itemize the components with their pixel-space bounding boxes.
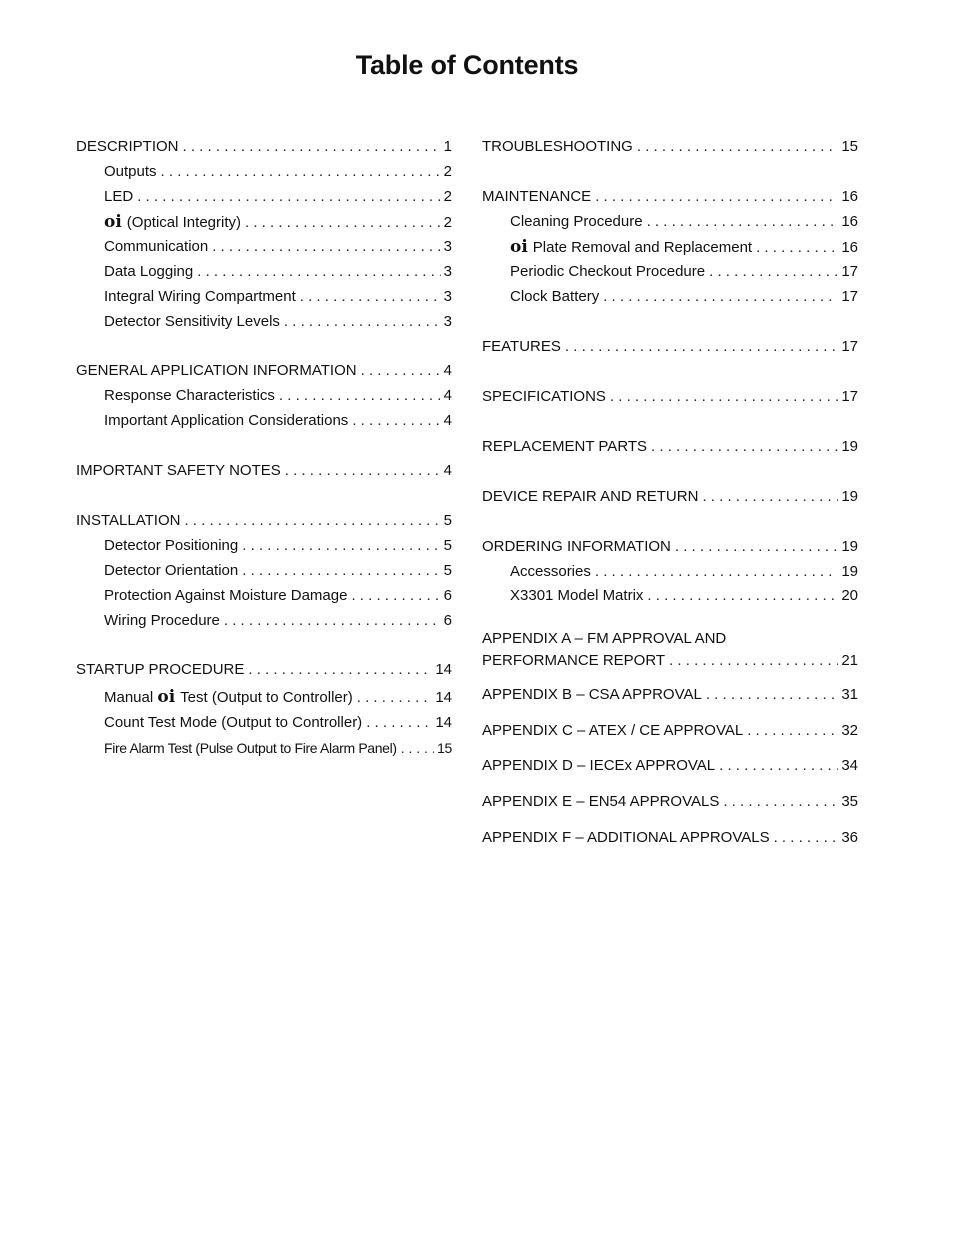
toc-page: 15 <box>841 138 858 155</box>
toc-label: APPENDIX C – ATEX / CE APPROVAL <box>482 722 744 739</box>
dot-leader <box>647 585 838 607</box>
toc-page: 4 <box>443 412 452 429</box>
toc-entry-outputs[interactable] <box>104 161 452 183</box>
toc-label: (Optical Integrity) <box>126 214 241 231</box>
toc-entry-data-logging[interactable] <box>104 261 452 283</box>
toc-page: 34 <box>841 757 858 774</box>
toc-label: Count Test Mode (Output to Controller) <box>104 714 363 731</box>
toc-label: Detector Orientation <box>104 562 239 579</box>
toc-entry-troubleshooting[interactable] <box>482 136 858 158</box>
toc-entry-wiring-procedure[interactable] <box>104 610 452 632</box>
toc-page: 32 <box>841 722 858 739</box>
toc-entry-manual-oi-test[interactable] <box>104 686 452 708</box>
dot-leader <box>366 712 432 734</box>
toc-page: 19 <box>841 538 858 555</box>
toc-label: APPENDIX B – CSA APPROVAL <box>482 686 702 703</box>
toc-entry-detector-orientation[interactable] <box>104 560 452 582</box>
toc-entry-accessories[interactable] <box>510 561 858 583</box>
toc-label: Integral Wiring Compartment <box>104 288 296 305</box>
dot-leader <box>401 737 434 759</box>
toc-label: MAINTENANCE <box>482 188 592 205</box>
toc-page: 16 <box>841 239 858 256</box>
toc-page: 4 <box>443 387 452 404</box>
toc-entry-general-application[interactable] <box>76 360 452 382</box>
toc-label: Data Logging <box>104 263 194 280</box>
toc-page: 14 <box>435 714 452 731</box>
toc-page: 3 <box>443 238 452 255</box>
toc-entry-model-matrix[interactable] <box>510 585 858 607</box>
dot-leader <box>647 211 839 233</box>
toc-label: TROUBLESHOOTING <box>482 138 633 155</box>
dot-leader <box>137 186 440 208</box>
toc-label: Cleaning Procedure <box>510 213 643 230</box>
toc-page: 3 <box>443 288 452 305</box>
toc-entry-features[interactable] <box>482 336 858 358</box>
dot-leader <box>248 659 432 681</box>
dot-leader <box>242 535 440 557</box>
toc-entry-maintenance[interactable] <box>482 186 858 208</box>
toc-label: GENERAL APPLICATION INFORMATION <box>76 362 357 379</box>
toc-label: Detector Sensitivity Levels <box>104 313 280 330</box>
toc-entry-clock-battery[interactable] <box>510 286 858 308</box>
toc-label: Accessories <box>510 563 591 580</box>
dot-leader <box>595 561 838 583</box>
dot-leader <box>747 720 838 742</box>
dot-leader <box>352 410 440 432</box>
toc-page: 17 <box>841 388 858 405</box>
dot-leader <box>284 311 441 333</box>
dot-leader <box>610 386 838 408</box>
toc-entry-optical-integrity[interactable] <box>104 211 452 233</box>
dot-leader <box>161 161 441 183</box>
toc-page: 2 <box>443 188 452 205</box>
toc-label: APPENDIX F – ADDITIONAL APPROVALS <box>482 829 770 846</box>
toc-entry-safety-notes[interactable] <box>76 460 452 482</box>
toc-label: APPENDIX D – IECEx APPROVAL <box>482 757 716 774</box>
toc-label: LED <box>104 188 134 205</box>
toc-page: 14 <box>435 689 452 706</box>
toc-entry-oi-plate-removal[interactable] <box>510 236 858 258</box>
toc-label: Fire Alarm Test (Pulse Output to Fire Alarm Panel) <box>104 740 397 756</box>
toc-entry-detector-positioning[interactable] <box>104 535 452 557</box>
toc-page: 35 <box>841 793 858 810</box>
toc-label: Protection Against Moisture Damage <box>104 587 348 604</box>
toc-entry-startup-procedure[interactable] <box>76 659 452 681</box>
toc-page: 21 <box>841 652 858 669</box>
toc-label: Outputs <box>104 163 157 180</box>
toc-label: Wiring Procedure <box>104 612 220 629</box>
toc-entry-replacement-parts[interactable] <box>482 436 858 458</box>
dot-leader <box>774 827 839 849</box>
toc-entry-sensitivity-levels[interactable] <box>104 311 452 333</box>
toc-entry-device-repair[interactable] <box>482 486 858 508</box>
toc-label: Plate Removal and Replacement <box>532 239 753 256</box>
dot-leader <box>224 610 441 632</box>
toc-label: Clock Battery <box>510 288 600 305</box>
toc-entry-cleaning-procedure[interactable] <box>510 211 858 233</box>
dot-leader <box>637 136 838 158</box>
toc-entry-appendix-f[interactable] <box>482 827 858 849</box>
toc-label: DEVICE REPAIR AND RETURN <box>482 488 699 505</box>
toc-label: Detector Positioning <box>104 537 239 554</box>
toc-page: 14 <box>435 661 452 678</box>
toc-page: 20 <box>841 587 858 604</box>
dot-leader <box>279 385 441 407</box>
toc-entry-communication[interactable] <box>104 236 452 258</box>
toc-label: FEATURES <box>482 338 561 355</box>
dot-leader <box>183 136 441 158</box>
dot-leader <box>709 261 838 283</box>
toc-label: REPLACEMENT PARTS <box>482 438 648 455</box>
toc-page: 2 <box>443 214 452 231</box>
dot-leader <box>669 650 838 672</box>
toc-page: 5 <box>443 537 452 554</box>
toc-label: ORDERING INFORMATION <box>482 538 671 555</box>
dot-leader <box>675 536 838 558</box>
toc-label: PERFORMANCE REPORT <box>482 652 666 669</box>
toc-label-line1: APPENDIX A – FM APPROVAL AND <box>482 630 727 647</box>
toc-page: 16 <box>841 213 858 230</box>
page-title: Table of Contents <box>355 50 579 80</box>
toc-entry-appendix-c[interactable] <box>482 720 858 742</box>
toc-label: DESCRIPTION <box>76 138 179 155</box>
dot-leader <box>719 755 838 777</box>
toc-page: 5 <box>443 562 452 579</box>
toc-page: 15 <box>437 740 452 756</box>
toc-page: 3 <box>443 263 452 280</box>
dot-leader <box>723 791 838 813</box>
toc-page: 19 <box>841 438 858 455</box>
toc-label-prefix: Manual <box>104 689 154 706</box>
dot-leader <box>595 186 838 208</box>
toc-label: Important Application Considerations <box>104 412 349 429</box>
toc-page: 17 <box>841 263 858 280</box>
dot-leader <box>361 360 441 382</box>
toc-entry-ordering-information[interactable] <box>482 536 858 558</box>
toc-entry-led[interactable] <box>104 186 452 208</box>
toc-label: Periodic Checkout Procedure <box>510 263 706 280</box>
toc-entry-description[interactable] <box>76 136 452 158</box>
toc-entry-appendix-a[interactable] <box>482 628 858 672</box>
toc-label: SPECIFICATIONS <box>482 388 606 405</box>
toc-entry-appendix-e[interactable] <box>482 791 858 813</box>
toc-page: 4 <box>443 462 452 479</box>
toc-page: 3 <box>443 313 452 330</box>
dot-leader <box>184 510 440 532</box>
dot-leader <box>651 436 838 458</box>
toc-page: 2 <box>443 163 452 180</box>
toc-label: Test (Output to Controller) <box>180 689 353 706</box>
toc-label: STARTUP PROCEDURE <box>76 661 245 678</box>
oi-logo-icon: oi <box>157 687 176 707</box>
oi-logo-icon: oi <box>510 237 528 257</box>
dot-leader <box>756 237 838 259</box>
toc-entry-count-test-mode[interactable] <box>104 712 452 734</box>
dot-leader <box>245 212 441 234</box>
toc-page: 4 <box>443 362 452 379</box>
toc-entry-specifications[interactable] <box>482 386 858 408</box>
toc-label: X3301 Model Matrix <box>510 587 644 604</box>
dot-leader <box>603 286 838 308</box>
toc-entry-installation[interactable] <box>76 510 452 532</box>
toc-page: 31 <box>841 686 858 703</box>
dot-leader <box>285 460 441 482</box>
dot-leader <box>300 286 441 308</box>
toc-entry-response-characteristics[interactable] <box>104 385 452 407</box>
toc-page: 1 <box>443 138 452 155</box>
toc-page: 36 <box>841 829 858 846</box>
toc-label: Response Characteristics <box>104 387 275 404</box>
dot-leader <box>351 585 440 607</box>
toc-page: 5 <box>443 512 452 529</box>
dot-leader <box>702 486 838 508</box>
dot-leader <box>706 684 838 706</box>
dot-leader <box>197 261 440 283</box>
toc-entry-periodic-checkout[interactable] <box>510 261 858 283</box>
dot-leader <box>242 560 440 582</box>
toc-entry-appendix-d[interactable] <box>482 755 858 777</box>
toc-label: IMPORTANT SAFETY NOTES <box>76 462 281 479</box>
toc-label: INSTALLATION <box>76 512 181 529</box>
toc-entry-appendix-b[interactable] <box>482 684 858 706</box>
toc-page: 19 <box>841 488 858 505</box>
toc-page: 17 <box>841 338 858 355</box>
dot-leader <box>212 236 440 258</box>
toc-page: 17 <box>841 288 858 305</box>
toc-label: Communication <box>104 238 209 255</box>
toc-page: 6 <box>443 612 452 629</box>
toc-entry-moisture-protection[interactable] <box>104 585 452 607</box>
toc-page: 6 <box>443 587 452 604</box>
toc-entry-application-considerations[interactable] <box>104 410 452 432</box>
toc-page: 19 <box>841 563 858 580</box>
dot-leader <box>357 687 433 709</box>
toc-page: 16 <box>841 188 858 205</box>
oi-logo-icon: oi <box>104 212 122 232</box>
toc-label: APPENDIX E – EN54 APPROVALS <box>482 793 720 810</box>
toc-entry-fire-alarm-test[interactable] <box>104 737 452 759</box>
dot-leader <box>565 336 838 358</box>
toc-entry-wiring-compartment[interactable] <box>104 286 452 308</box>
